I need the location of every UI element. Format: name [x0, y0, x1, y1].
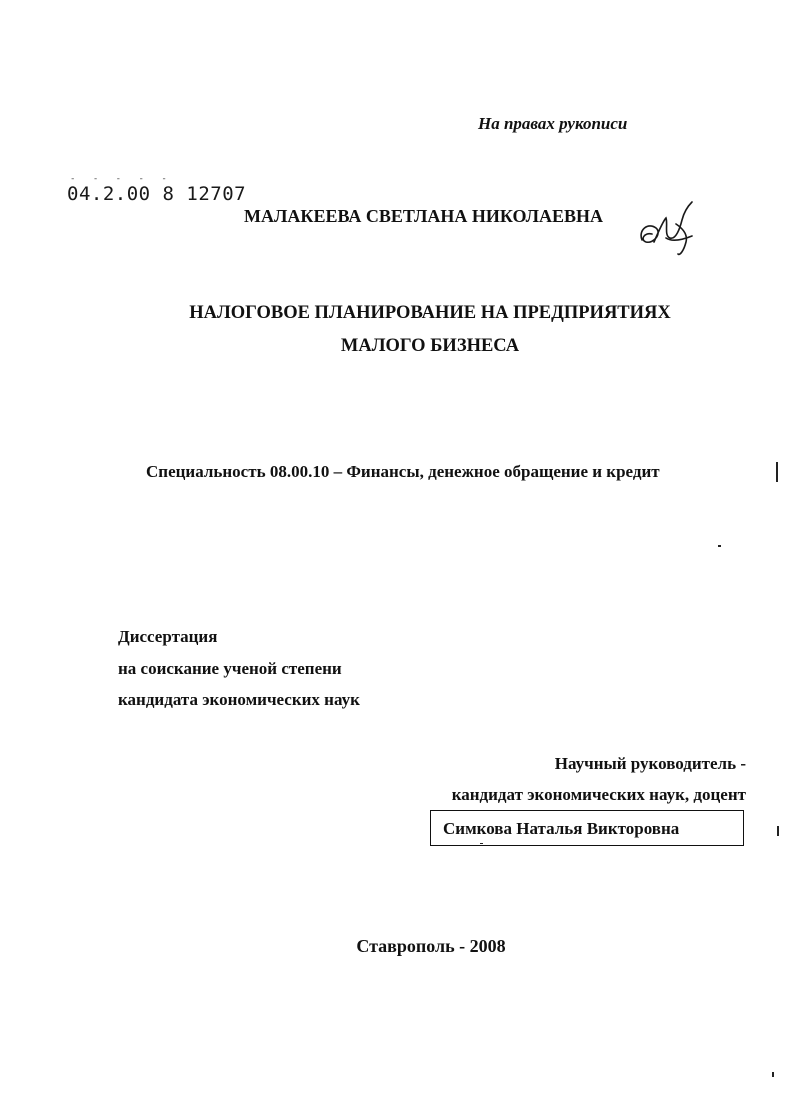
dissertation-title-line-1: НАЛОГОВОЕ ПЛАНИРОВАНИЕ НА ПРЕДПРИЯТИЯХ	[189, 303, 671, 323]
author-signature	[636, 198, 702, 258]
supervisor-name: Симкова Наталья Викторовна	[443, 819, 680, 838]
supervisor-degree: кандидат экономических наук, доцент	[451, 785, 746, 804]
supervisor-role: Научный руководитель -	[554, 754, 746, 773]
registry-stamp-number: 04.2.00 8 12707	[67, 183, 247, 205]
dissertation-label: Диссертация	[118, 627, 218, 646]
dissertation-degree-block	[118, 621, 360, 716]
dissertation-title-line-2: МАЛОГО БИЗНЕСА	[340, 336, 520, 356]
supervisor-name-box	[430, 810, 744, 846]
scan-artifact	[480, 843, 483, 844]
scan-artifact	[777, 826, 779, 836]
scan-artifact	[718, 545, 721, 547]
degree-purpose: на соискание ученой степени	[118, 658, 342, 678]
degree-name: кандидата экономических наук	[118, 690, 360, 709]
specialty-line: Специальность 08.00.10 – Финансы, денежное обращение и кредит	[146, 462, 660, 481]
scan-artifact	[776, 462, 778, 482]
city-year: Ставрополь - 2008	[356, 936, 506, 956]
rights-note: На правах рукописи	[478, 114, 628, 133]
stamp-marks: - - - - -	[70, 174, 173, 184]
author-name: МАЛАКЕЕВА СВЕТЛАНА НИКОЛАЕВНА	[244, 206, 603, 226]
scan-artifact	[772, 1072, 774, 1077]
supervisor-block	[418, 748, 746, 810]
